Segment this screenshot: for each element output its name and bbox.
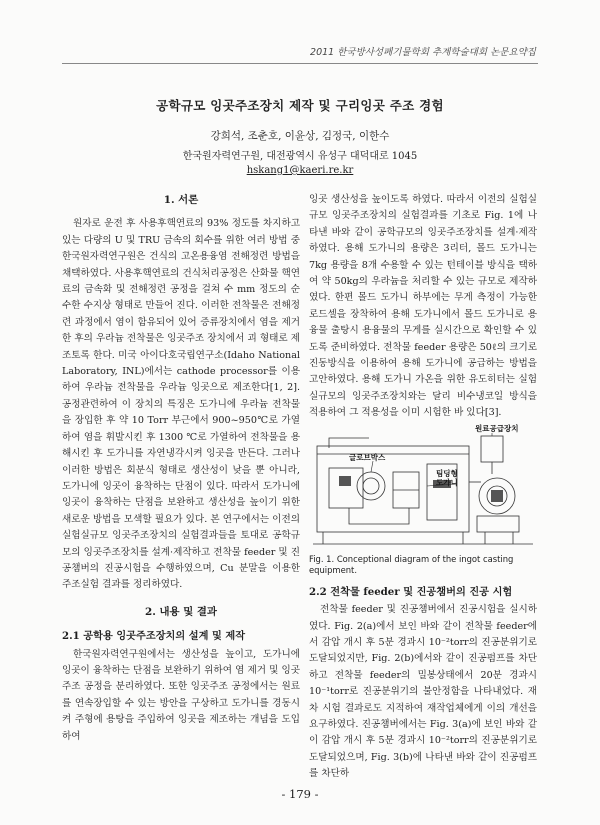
subsection-2-2-paragraph: 전착물 feeder 및 진공챔버에서 진공시험을 실시하였다. Fig. 2(a)에서 보인 바와 같이 전착물 feeder에서 감압 개시 후 5분 경과시 10⁻²torr의 진공분위기로 도달되었지만, Fig. 2(b)에서와 같이 진공펌프를 차단하고 전착물 feeder의 밀봉상태에서 20분 경과시 10⁻¹torr로 진공분위기의 불안정함을 나타내었다. 재차 시험 결과로도 지적하여 재작업체에게 이의 개선을 요구하였다. 진공챔버에서는 Fig. 3(a)에 보인 바와 같이 감압 개시 후 5분 경과시 10⁻²torr의 진공분위기로 도달되었으며, Fig. 3(b)에 나타낸 바와 같이 진공펌프를 차단하 xyxy=(309,604,537,780)
subsection-2-2-heading: 2.2 전착물 feeder 및 진공챔버의 진공 시험 xyxy=(309,585,513,598)
header-rule xyxy=(62,63,538,64)
figure-1-caption: Fig. 1. Conceptional diagram of the ingot casting equipment. xyxy=(309,553,514,575)
subsection-2-1-heading: 2.1 공학용 잉곳주조장치의 설계 및 제작 xyxy=(62,630,246,643)
subsection-2-1-continued: 잉곳 생산성을 높이도록 하였다. 따라서 이전의 실험실규모 잉곳주조장치의 실험결과를 기초로 Fig. 1에 나타낸 바와 같이 공학규모의 잉곳주조장치를 설계·제작하였다. 용해 도가니의 용량은 3리터, 몰드 도가니는 7kg 용량을 8개 수용할 수 있는 턴테이블 방식을 택하여 약 50kg의 우라늄을 처리할 수 있는 규모로 제작하였다. 한편 몰드 도가니 하부에는 무게 측정이 가능한 로드셀을 장착하여 용해 도가니에서 몰드 도가니로 용융물 출탕시 용융물의 무게를 실시간으로 확인할 수 있도록 준비하였다. 전착물 feeder 용량은 50ℓ의 크기로 진동방식을 이용하여 용해 도가니에 공급하는 방법을 고안하였다. 용해 도가니 가온을 위한 유도히터는 실험실규모의 잉곳주조장치와는 달리 비수냉코일 방식을 적용하여 그 적용성을 이미 시험한 바 있다[3]. xyxy=(309,194,537,419)
right-column xyxy=(309,192,537,783)
glovebox-label: 글로브박스 xyxy=(349,452,386,462)
subsection-2-1-paragraph: 한국원자력연구원에서는 생산성을 높이고, 도가니에 잉곳이 융착하는 단점을 보완하기 위하여 염 제거 및 잉곳주조 공정을 분리하였다. 또한 잉곳주조 공정에서는 원료를 연속장입할 수 있는 방안을 구상하고 도가니를 경동시켜 주형에 용탕을 주입하여 잉곳을 제조하는 개념을 도입하여 xyxy=(62,648,300,742)
author-email: hskang1@kaeri.re.kr xyxy=(246,165,354,176)
ingot-casting-diagram xyxy=(309,424,537,550)
results-heading: 2. 내용 및 결과 xyxy=(145,605,217,618)
page-number: - 179 - xyxy=(281,787,319,801)
figure-1 xyxy=(309,424,537,550)
feeder-label: 원료공급장치 xyxy=(475,423,519,433)
crucible-label-line2: 도가니 xyxy=(436,477,458,487)
intro-paragraph: 원자로 운전 후 사용후핵연료의 93% 정도를 차지하고 있는 다량의 U 및 TRU 금속의 회수를 위한 여러 방법 중 한국원자력연구원은 건식의 고온용융염 전해정련 방법을 채택하였다. 사용후핵연료의 건식처리공정은 산화물 핵연료의 금속화 및 전해정련 공정을 걸쳐 수 mm 정도의 순수한 수지상 형태로 만들어 진다. 이러한 전착물은 전해정련 과정에서 염이 함유되어 있어 증류장치에서 염을 제거한 후의 우라늄 전착물은 잉곳주조 장치에서 괴 형태로 제조토록 한다. 미국 아이다호국립연구소(Idaho National Laboratory, INL)에서는 cathode processor를 이용하여 우라늄 전착물을 우라늄 잉곳으로 제조한다[1, 2]. 공정관련하여 이 장치의 특징은 도가니에 우라늄 전착물을 장입한 후 약 10 Torr 부근에서 900~950℃로 가열하여 염을 휘발시킨 후 1300 ℃로 가열하여 전착물을 용해시킨 후 도가니를 자연냉각시켜 잉곳을 만든다. 그러나 이러한 방법은 회분식 형태로 생산성이 낮을 뿐 아니라, 도가니에 잉곳이 융착하는 단점이 있다. 따라서 도가니에 잉곳이 융착하는 단점을 보완하고 생산성을 높이기 위한 새로운 방법을 모색할 필요가 있다. 본 연구에서는 이전의 실험실규모 잉곳주조장치의 실험결과들을 토대로 공학규모의 잉곳주조장치를 설계·제작하고 전착물 feeder 및 진공챔버의 진공시험을 수행하였으며, Cu 분말을 이용한 주조실험 결과를 정리하였다. xyxy=(62,218,301,591)
affiliation: 한국원자력연구원, 대전광역시 유성구 대덕대로 1045 xyxy=(182,151,418,162)
paper-title: 공학규모 잉곳주조장치 제작 및 구리잉곳 주조 경험 xyxy=(156,98,444,113)
crucible-label-line1: 팀딩형 xyxy=(436,468,458,478)
left-column xyxy=(62,192,300,745)
author-list: 강희석, 조춘호, 이윤상, 김정국, 이한수 xyxy=(210,130,390,142)
intro-heading: 1. 서론 xyxy=(163,194,199,206)
running-head: 2011 한국방사성폐기물학회 추계학술대회 논문요약집 xyxy=(310,47,536,58)
